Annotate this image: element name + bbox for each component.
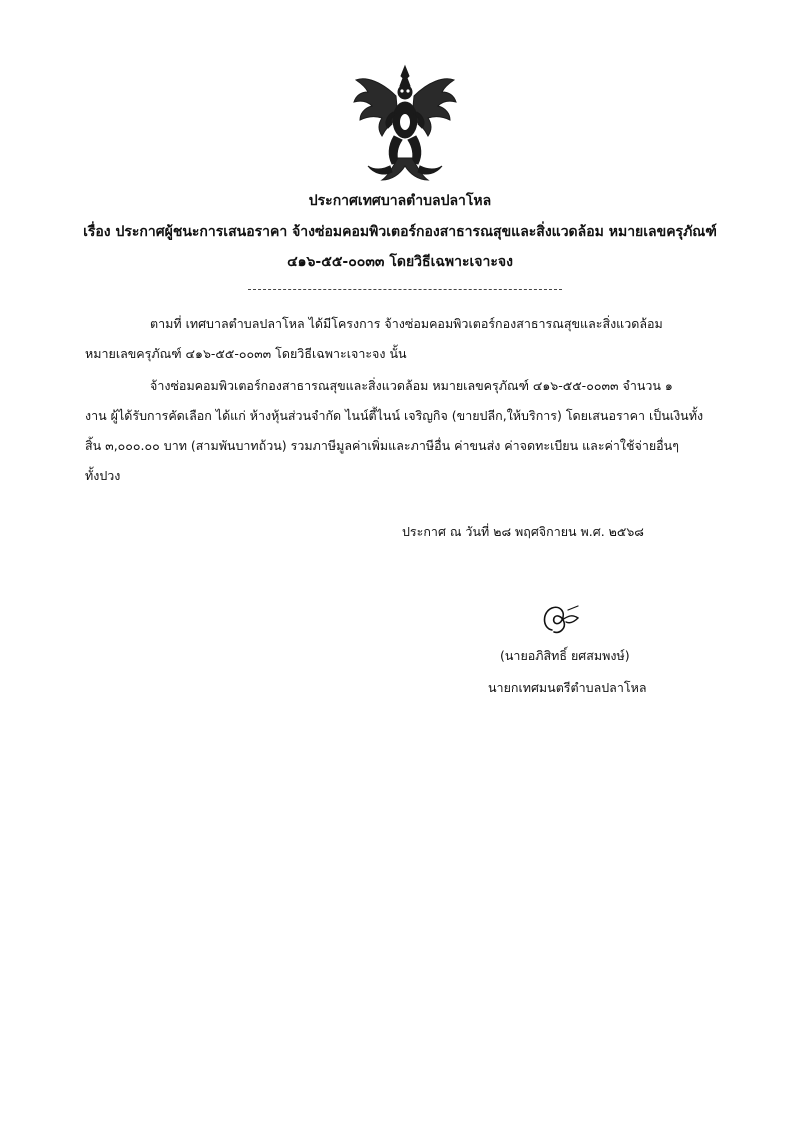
paragraph-2-line-2: งาน ผู้ได้รับการคัดเลือก ได้แก่ ห้างหุ้นส่วนจำกัด ไนน์ตี้ไนน์ เจริญกิจ (ขายปลีก,ให้บริการ) โดยเสนอราคา เป็นเงินทั้ง bbox=[85, 408, 704, 423]
paragraph-2-line-4: ทั้งปวง bbox=[85, 468, 121, 483]
header-divider bbox=[248, 289, 562, 290]
signatory-position: นายกเทศมนตรีตำบลปลาโหล bbox=[488, 680, 647, 695]
signature bbox=[538, 600, 582, 638]
paragraph-1-line-1: ตามที่ เทศบาลตำบลปลาโหล ได้มีโครงการ จ้างซ่อมคอมพิวเตอร์กองสาธารณสุขและสิ่งแวดล้อม bbox=[150, 316, 663, 331]
paragraph-2-line-3: สิ้น ๓,๐๐๐.๐๐ บาท (สามพันบาทถ้วน) รวมภาษีมูลค่าเพิ่มและภาษีอื่น ค่าขนส่ง ค่าจดทะเบียน และค่าใช้จ่ายอื่นๆ bbox=[85, 438, 679, 453]
paragraph-1-line-2: หมายเลขครุภัณฑ์ ๔๑๖-๕๕-๐๐๓๓ โดยวิธีเฉพาะเจาะจง นั้น bbox=[85, 346, 407, 361]
paragraph-2-line-1: จ้างซ่อมคอมพิวเตอร์กองสาธารณสุขและสิ่งแวดล้อม หมายเลขครุภัณฑ์ ๔๑๖-๕๕-๐๐๓๓ จำนวน ๑ bbox=[150, 378, 673, 393]
garuda-emblem bbox=[352, 62, 458, 184]
header-subject-cont: ๔๑๖-๕๕-๐๐๓๓ โดยวิธีเฉพาะเจาะจง bbox=[287, 254, 513, 270]
header-subject: เรื่อง ประกาศผู้ชนะการเสนอราคา จ้างซ่อมคอมพิวเตอร์กองสาธารณสุขและสิ่งแวดล้อม หมายเลขครุภัณฑ์ bbox=[83, 224, 717, 240]
signatory-name: (นายอภิสิทธิ์ ยศสมพงษ์) bbox=[500, 648, 630, 663]
header-agency: ประกาศเทศบาลตำบลปลาโหล bbox=[308, 193, 492, 209]
announcement-date: ประกาศ ณ วันที่ ๒๘ พฤศจิกายน พ.ศ. ๒๕๖๘ bbox=[402, 524, 644, 539]
